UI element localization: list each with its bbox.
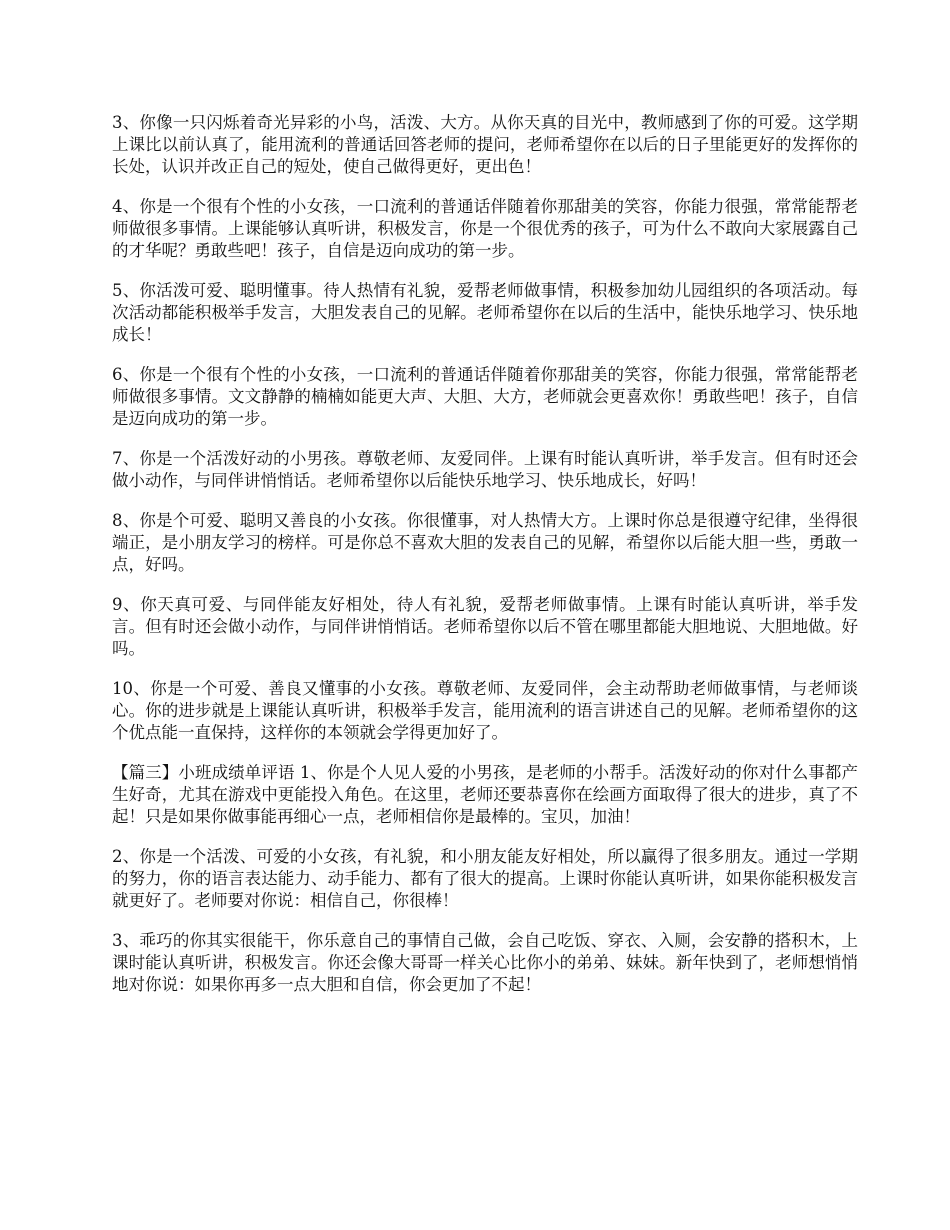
comment-paragraph-6: 6、你是一个很有个性的小女孩，一口流利的普通话伴随着你那甜美的笑容，你能力很强，常常能帮老师做很多事情。文文静静的楠楠如能更大声、大胆、大方，老师就会更喜欢你！勇敢些吧！孩子，自信是迈向成功的第一步。: [112, 365, 858, 428]
comment-paragraph-5: 5、你活泼可爱、聪明懂事。待人热情有礼貌，爱帮老师做事情，积极参加幼儿园组织的各项活动。每次活动都能积极举手发言，大胆发表自己的见解。老师希望你在以后的生活中，能快乐地学习、快乐地成长！: [112, 281, 858, 344]
comment-paragraph-9: 9、你天真可爱、与同伴能友好相处，待人有礼貌，爱帮老师做事情。上课有时能认真听讲，举手发言。但有时还会做小动作，与同伴讲悄悄话。老师希望你以后不管在哪里都能大胆地说、大胆地做。好吗。: [112, 595, 858, 658]
comment-paragraph-8: 8、你是个可爱、聪明又善良的小女孩。你很懂事，对人热情大方。上课时你总是很遵守纪律，坐得很端正，是小朋友学习的榜样。可是你总不喜欢大胆的发表自己的见解，希望你以后能大胆一些，勇敢一点，好吗。: [112, 511, 858, 574]
comment-paragraph-3: 3、你像一只闪烁着奇光异彩的小鸟，活泼、大方。从你天真的目光中，教师感到了你的可爱。这学期上课比以前认真了，能用流利的普通话回答老师的提问，老师希望你在以后的日子里能更好的发挥你的长处，认识并改正自己的短处，使自己做得更好，更出色！: [112, 113, 858, 176]
section-three-paragraph-2: 2、你是一个活泼、可爱的小女孩，有礼貌，和小朋友能友好相处，所以赢得了很多朋友。通过一学期的努力，你的语言表达能力、动手能力、都有了很大的提高。上课时你能认真听讲，如果你能积极发言就更好了。老师要对你说：相信自己，你很棒！: [112, 847, 858, 910]
comment-paragraph-4: 4、你是一个很有个性的小女孩，一口流利的普通话伴随着你那甜美的笑容，你能力很强，常常能帮老师做很多事情。上课能够认真听讲，积极发言，你是一个很优秀的孩子，可为什么不敢向大家展露自己的才华呢？勇敢些吧！孩子，自信是迈向成功的第一步。: [112, 197, 858, 260]
document-body: [112, 112, 858, 1014]
section-three-paragraph-1: 【篇三】小班成绩单评语 1、你是个人见人爱的小男孩，是老师的小帮手。活泼好动的你对什么事都产生好奇，尤其在游戏中更能投入角色。在这里，老师还要恭喜你在绘画方面取得了很大的进步，真了不起！只是如果你做事能再细心一点，老师相信你是最棒的。宝贝，加油！: [112, 763, 858, 826]
comment-paragraph-10: 10、你是一个可爱、善良又懂事的小女孩。尊敬老师、友爱同伴，会主动帮助老师做事情，与老师谈心。你的进步就是上课能认真听讲，积极举手发言，能用流利的语言讲述自己的见解。老师希望你的这个优点能一直保持，这样你的本领就会学得更加好了。: [112, 679, 858, 742]
comment-paragraph-7: 7、你是一个活泼好动的小男孩。尊敬老师、友爱同伴。上课有时能认真听讲，举手发言。但有时还会做小动作，与同伴讲悄悄话。老师希望你以后能快乐地学习、快乐地成长，好吗！: [112, 449, 858, 490]
section-three-paragraph-3: 3、乖巧的你其实很能干，你乐意自己的事情自己做，会自己吃饭、穿衣、入厕，会安静的搭积木，上课时能认真听讲，积极发言。你还会像大哥哥一样关心比你小的弟弟、妹妹。新年快到了，老师想悄悄地对你说：如果你再多一点大胆和自信，你会更加了不起！: [112, 931, 858, 994]
